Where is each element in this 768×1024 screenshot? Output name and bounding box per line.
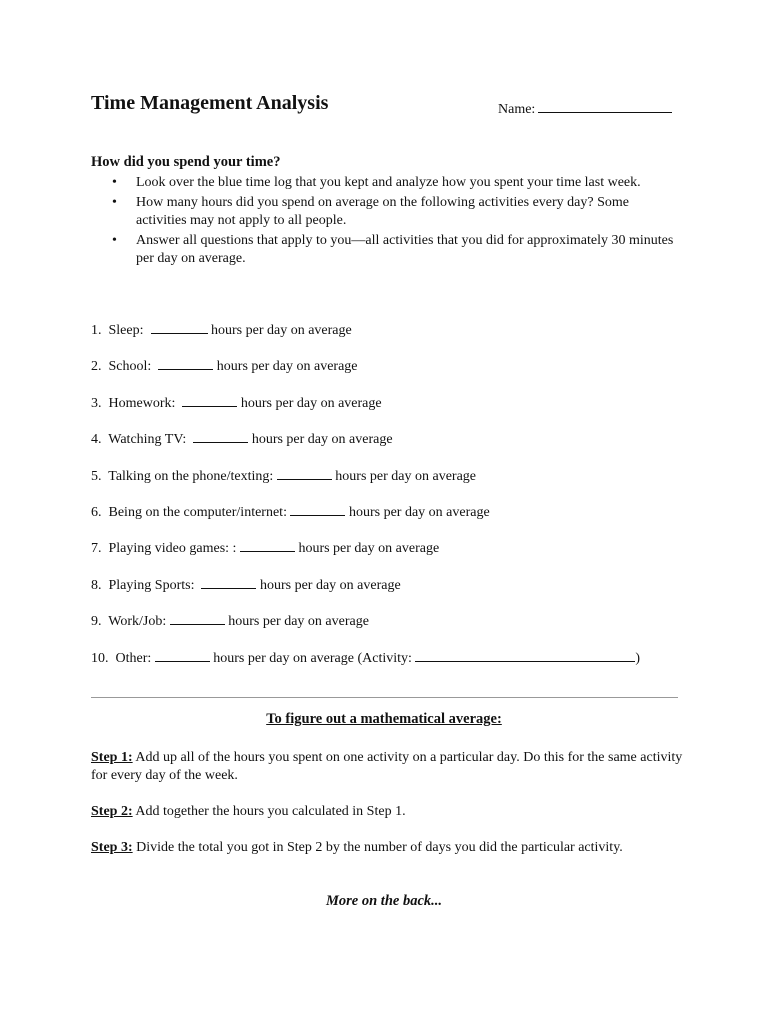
activity-label: 9. Work/Job: <box>91 614 170 629</box>
hours-blank[interactable] <box>201 575 256 589</box>
activity-label: 1. Sleep: <box>91 323 151 338</box>
other-activity-label: (Activity: <box>353 651 416 666</box>
activity-label: 6. Being on the computer/internet: <box>91 505 291 520</box>
list-item <box>110 232 680 268</box>
activity-label: 2. School: <box>91 359 159 374</box>
activity-suffix: hours per day on average <box>251 432 393 447</box>
more-on-back-note: More on the back... <box>326 893 442 909</box>
instruction-list <box>110 174 680 270</box>
bullet-icon: • <box>112 175 117 190</box>
hours-blank[interactable] <box>151 320 208 334</box>
activity-suffix: hours per day on average <box>298 541 440 556</box>
activity-suffix: hours per day on average <box>216 359 358 374</box>
step-label: Step 3: <box>91 840 133 855</box>
activity-label: 10. Other: <box>91 651 155 666</box>
activity-label: 8. Playing Sports: <box>91 578 202 593</box>
name-field <box>498 98 672 118</box>
activity-suffix: hours per day on average <box>259 578 401 593</box>
activity-item-watching-tv <box>91 429 393 448</box>
step-label: Step 2: <box>91 804 133 819</box>
name-label: Name: <box>498 102 536 117</box>
activity-suffix: hours per day on average <box>211 323 352 338</box>
activity-item-school <box>91 356 358 375</box>
step-1 <box>91 749 683 785</box>
step-3 <box>91 839 683 857</box>
hours-blank[interactable] <box>158 356 213 370</box>
intro-question: How did you spend your time? <box>91 154 281 170</box>
activity-label: 5. Talking on the phone/texting: <box>91 469 277 484</box>
activity-item-work-job <box>91 611 369 630</box>
activity-suffix: hours per day on average <box>335 469 477 484</box>
step-2 <box>91 803 683 821</box>
page-title: Time Management Analysis <box>91 92 329 114</box>
other-activity-close: ) <box>635 651 641 666</box>
activity-suffix: hours per day on average <box>228 614 369 629</box>
hours-blank[interactable] <box>193 429 248 443</box>
hours-blank[interactable] <box>182 393 237 407</box>
activity-item-computer-internet <box>91 502 490 521</box>
activity-item-homework <box>91 393 382 412</box>
activity-item-other <box>91 648 640 667</box>
instruction-text: How many hours did you spend on average on the following activities every day? Some activities may not apply to all people. <box>136 195 629 228</box>
activity-item-sports <box>91 575 401 594</box>
step-text: Divide the total you got in Step 2 by the number of days you did the particular activity. <box>132 840 623 855</box>
hours-blank[interactable] <box>277 466 332 480</box>
average-heading: To figure out a mathematical average: <box>266 711 502 727</box>
activity-item-phone-texting <box>91 466 476 485</box>
other-activity-blank[interactable] <box>415 648 635 662</box>
activity-label: 3. Homework: <box>91 396 183 411</box>
activity-item-video-games <box>91 538 439 557</box>
hours-blank[interactable] <box>290 502 345 516</box>
activity-item-sleep <box>91 320 352 339</box>
activity-label: 4. Watching TV: <box>91 432 194 447</box>
bullet-icon: • <box>112 233 117 248</box>
step-text: Add together the hours you calculated in Step 1. <box>132 804 406 819</box>
name-blank-line[interactable] <box>538 98 672 113</box>
activity-suffix: hours per day on average <box>348 505 490 520</box>
bullet-icon: • <box>112 195 117 210</box>
section-divider <box>91 697 678 698</box>
hours-blank[interactable] <box>170 611 225 625</box>
activity-label: 7. Playing video games: : <box>91 541 240 556</box>
instruction-text: Answer all questions that apply to you—all activities that you did for approximately 30 minutes per day on average. <box>136 233 674 266</box>
step-text: Add up all of the hours you spent on one activity on a particular day. Do this for the same activity for every day of the week. <box>91 750 683 783</box>
hours-blank[interactable] <box>240 538 295 552</box>
list-item <box>110 174 680 192</box>
instruction-text: Look over the blue time log that you kept and analyze how you spent your time last week. <box>136 175 641 190</box>
hours-blank[interactable] <box>155 648 210 662</box>
activity-suffix: hours per day on average <box>240 396 382 411</box>
step-label: Step 1: <box>91 750 133 765</box>
activity-suffix: hours per day on average <box>213 651 354 666</box>
list-item <box>110 194 680 230</box>
